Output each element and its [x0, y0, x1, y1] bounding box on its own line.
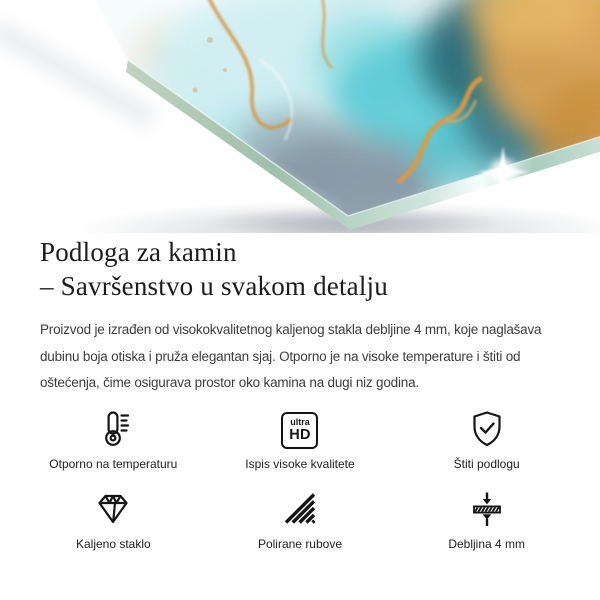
feature-print-quality	[207, 407, 394, 471]
ultra-hd-icon	[281, 407, 318, 449]
feature-temperature	[20, 407, 207, 471]
thickness-arrows-icon	[467, 487, 507, 529]
product-image	[0, 0, 600, 233]
feature-polished-edges	[207, 487, 394, 551]
feature-label: Kaljeno staklo	[75, 536, 151, 551]
feature-thickness	[393, 487, 580, 551]
title-line-1: Podloga za kamin	[40, 237, 237, 267]
product-description: Proizvod je izrađen od visokokvalitetnog kaljenog stakla debljine 4 mm, koje naglašava dubinu boja otiska i pruža elegantan sjaj. Otporno je na visoke temperature i štiti od oštećenja, čime osigurava prostor oko kamina na dugi niz godina.	[40, 322, 542, 390]
feature-protection	[393, 407, 580, 471]
product-description-section	[0, 235, 600, 551]
feature-grid	[20, 407, 580, 551]
feature-label: Štiti podlogu	[453, 456, 520, 471]
shield-check-icon	[467, 407, 507, 449]
thermometer-icon	[93, 407, 133, 449]
polished-edges-icon	[280, 487, 320, 529]
feature-tempered-glass	[20, 487, 207, 551]
glass-panel-illustration	[0, 0, 600, 233]
feature-label: Polirane rubove	[257, 536, 343, 551]
ultra-hd-text-bottom: HD	[289, 426, 311, 443]
diamond-icon	[93, 487, 133, 529]
page-title	[40, 235, 560, 303]
feature-label: Otporno na temperaturu	[49, 456, 178, 471]
feature-label: Debljina 4 mm	[448, 536, 526, 551]
feature-label: Ispis visoke kvalitete	[245, 456, 355, 471]
ultra-hd-text-top: ultra	[290, 416, 310, 427]
title-line-2: – Savršenstvo u svakom detalju	[40, 271, 388, 301]
